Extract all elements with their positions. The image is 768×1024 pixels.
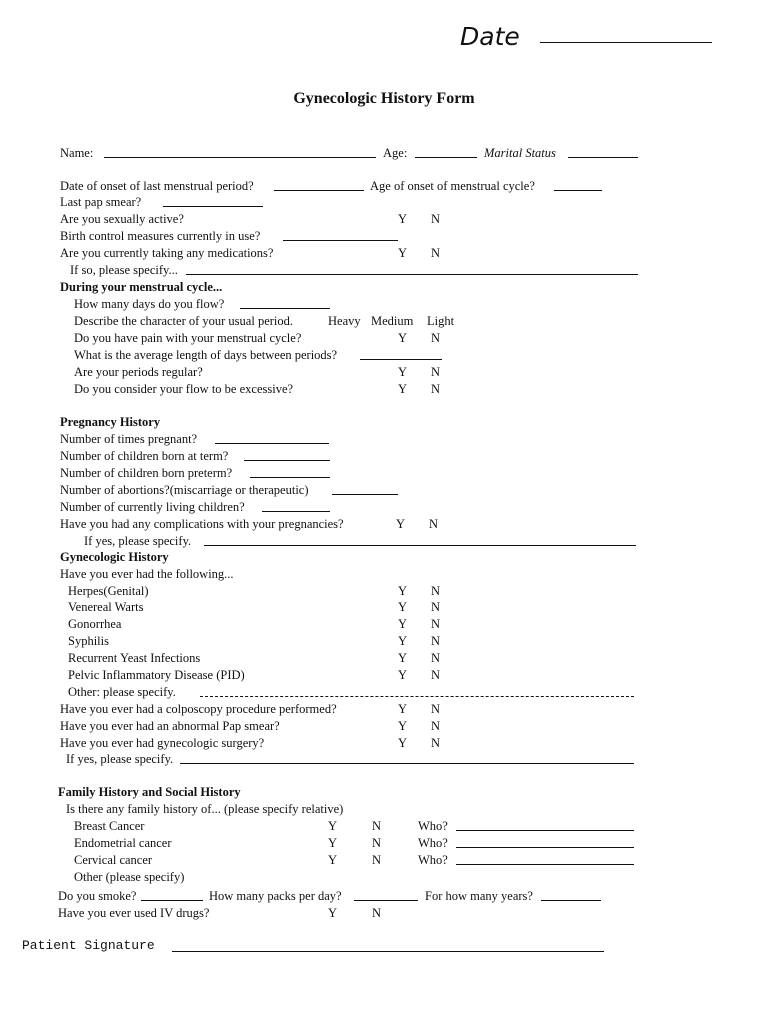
condition-yes[interactable]: Y (398, 668, 408, 682)
condition-yes[interactable]: Y (398, 651, 408, 665)
menarche-field[interactable] (554, 190, 602, 191)
born-preterm-field[interactable] (250, 477, 330, 478)
packs-field[interactable] (354, 900, 418, 901)
times-pregnant-field[interactable] (215, 443, 329, 444)
endometrial-cancer-no[interactable]: N (372, 836, 382, 850)
condition-no[interactable]: N (431, 651, 441, 665)
cycle-length-field[interactable] (360, 359, 442, 360)
sexually-active-no[interactable]: N (431, 212, 441, 226)
flow-excessive-no[interactable]: N (431, 382, 441, 396)
endometrial-cancer-label: Endometrial cancer (74, 836, 172, 850)
condition-no[interactable]: N (431, 668, 441, 682)
born-term-label: Number of children born at term? (60, 449, 229, 463)
condition-no[interactable]: N (431, 584, 441, 598)
medications-yes[interactable]: Y (398, 246, 408, 260)
condition-label: Syphilis (68, 634, 109, 648)
pregnancy-complications-yes[interactable]: Y (396, 517, 406, 531)
marital-status-field[interactable] (568, 157, 638, 158)
flow-excessive-label: Do you consider your flow to be excessive? (74, 382, 294, 396)
cervical-cancer-no[interactable]: N (372, 853, 382, 867)
condition-label: Venereal Warts (68, 600, 144, 614)
condition-yes[interactable]: Y (398, 600, 408, 614)
menarche-label: Age of onset of menstrual cycle? (370, 179, 535, 193)
medium-option[interactable]: Medium (371, 314, 414, 328)
abortions-field[interactable] (332, 494, 398, 495)
colposcopy-label: Have you ever had a colposcopy procedure performed? (60, 702, 337, 716)
flow-excessive-yes[interactable]: Y (398, 382, 408, 396)
surgery-specify-label: If yes, please specify. (66, 752, 174, 766)
smoke-years-label: For how many years? (425, 889, 533, 903)
abortions-label: Number of abortions?(miscarriage or therapeutic) (60, 483, 309, 497)
pregnancy-specify-label: If yes, please specify. (84, 534, 192, 548)
pregnancy-heading: Pregnancy History (60, 415, 161, 429)
menstrual-pain-no[interactable]: N (431, 331, 441, 345)
name-label: Name: (60, 146, 94, 160)
breast-cancer-who-label: Who? (418, 819, 448, 833)
breast-cancer-yes[interactable]: Y (328, 819, 338, 833)
living-children-label: Number of currently living children? (60, 500, 245, 514)
condition-yes[interactable]: Y (398, 634, 408, 648)
gyn-surgery-label: Have you ever had gynecologic surgery? (60, 736, 265, 750)
abnormal-pap-yes[interactable]: Y (398, 719, 408, 733)
cervical-cancer-who-label: Who? (418, 853, 448, 867)
condition-label: Recurrent Yeast Infections (68, 651, 201, 665)
birth-control-field[interactable] (283, 240, 398, 241)
light-option[interactable]: Light (427, 314, 455, 328)
date-field[interactable] (540, 42, 712, 43)
born-term-field[interactable] (244, 460, 330, 461)
heavy-option[interactable]: Heavy (328, 314, 361, 328)
colposcopy-no[interactable]: N (431, 702, 441, 716)
cervical-cancer-yes[interactable]: Y (328, 853, 338, 867)
family-heading: Family History and Social History (58, 785, 241, 799)
gyn-other-label: Other: please specify. (68, 685, 176, 699)
menstrual-pain-yes[interactable]: Y (398, 331, 408, 345)
sexually-active-yes[interactable]: Y (398, 212, 408, 226)
medications-label: Are you currently taking any medications? (60, 246, 274, 260)
periods-regular-yes[interactable]: Y (398, 365, 408, 379)
pregnancy-complications-no[interactable]: N (429, 517, 439, 531)
condition-yes[interactable]: Y (398, 584, 408, 598)
smoke-years-field[interactable] (541, 900, 601, 901)
condition-no[interactable]: N (431, 600, 441, 614)
periods-regular-no[interactable]: N (431, 365, 441, 379)
abnormal-pap-label: Have you ever had an abnormal Pap smear? (60, 719, 280, 733)
cervical-cancer-label: Cervical cancer (74, 853, 153, 867)
medications-specify-field[interactable] (186, 274, 638, 275)
flow-days-field[interactable] (240, 308, 330, 309)
gyn-surgery-no[interactable]: N (431, 736, 441, 750)
form-title: Gynecologic History Form (293, 90, 475, 107)
cycle-length-label: What is the average length of days between periods? (74, 348, 338, 362)
condition-label: Pelvic Inflammatory Disease (PID) (68, 668, 245, 682)
flow-days-label: How many days do you flow? (74, 297, 225, 311)
gyn-other-field[interactable] (200, 696, 634, 697)
pap-field[interactable] (163, 206, 263, 207)
medications-no[interactable]: N (431, 246, 441, 260)
endometrial-cancer-yes[interactable]: Y (328, 836, 338, 850)
periods-regular-label: Are your periods regular? (74, 365, 203, 379)
gyn-had-following-label: Have you ever had the following... (60, 567, 234, 581)
smoke-field[interactable] (141, 900, 203, 901)
iv-drugs-yes[interactable]: Y (328, 906, 338, 920)
age-field[interactable] (415, 157, 477, 158)
condition-label: Herpes(Genital) (68, 584, 149, 598)
medications-specify-label: If so, please specify... (70, 263, 178, 277)
family-other-label: Other (please specify) (74, 870, 185, 884)
times-pregnant-label: Number of times pregnant? (60, 432, 198, 446)
menstrual-pain-label: Do you have pain with your menstrual cycle? (74, 331, 302, 345)
breast-cancer-no[interactable]: N (372, 819, 382, 833)
menstrual-heading: During your menstrual cycle... (60, 280, 223, 294)
breast-cancer-who-field[interactable] (456, 830, 634, 831)
breast-cancer-label: Breast Cancer (74, 819, 145, 833)
colposcopy-yes[interactable]: Y (398, 702, 408, 716)
sexually-active-label: Are you sexually active? (60, 212, 184, 226)
gyn-surgery-yes[interactable]: Y (398, 736, 408, 750)
lmp-label: Date of onset of last menstrual period? (60, 179, 254, 193)
pregnancy-specify-field[interactable] (204, 545, 636, 546)
abnormal-pap-no[interactable]: N (431, 719, 441, 733)
endometrial-cancer-who-label: Who? (418, 836, 448, 850)
age-label: Age: (383, 146, 408, 160)
name-field[interactable] (104, 157, 376, 158)
born-preterm-label: Number of children born preterm? (60, 466, 233, 480)
condition-label: Gonorrhea (68, 617, 122, 631)
smoke-label: Do you smoke? (58, 889, 137, 903)
signature-field[interactable] (172, 951, 604, 952)
iv-drugs-label: Have you ever used IV drugs? (58, 906, 210, 920)
gyn-heading: Gynecologic History (60, 550, 169, 564)
living-children-field[interactable] (262, 511, 330, 512)
lmp-field[interactable] (274, 190, 364, 191)
surgery-specify-field[interactable] (180, 763, 634, 764)
pap-label: Last pap smear? (60, 195, 142, 209)
condition-yes[interactable]: Y (398, 617, 408, 631)
period-character-label: Describe the character of your usual period. (74, 314, 294, 328)
pregnancy-complications-label: Have you had any complications with your pregnancies? (60, 517, 344, 531)
packs-label: How many packs per day? (209, 889, 342, 903)
cervical-cancer-who-field[interactable] (456, 864, 634, 865)
endometrial-cancer-who-field[interactable] (456, 847, 634, 848)
birth-control-label: Birth control measures currently in use? (60, 229, 261, 243)
date-label: Date (460, 22, 520, 51)
marital-status-label: Marital Status (484, 146, 556, 160)
condition-no[interactable]: N (431, 634, 441, 648)
family-intro-label: Is there any family history of... (please specify relative) (66, 802, 344, 816)
iv-drugs-no[interactable]: N (372, 906, 382, 920)
signature-label: Patient Signature (22, 938, 155, 953)
condition-no[interactable]: N (431, 617, 441, 631)
